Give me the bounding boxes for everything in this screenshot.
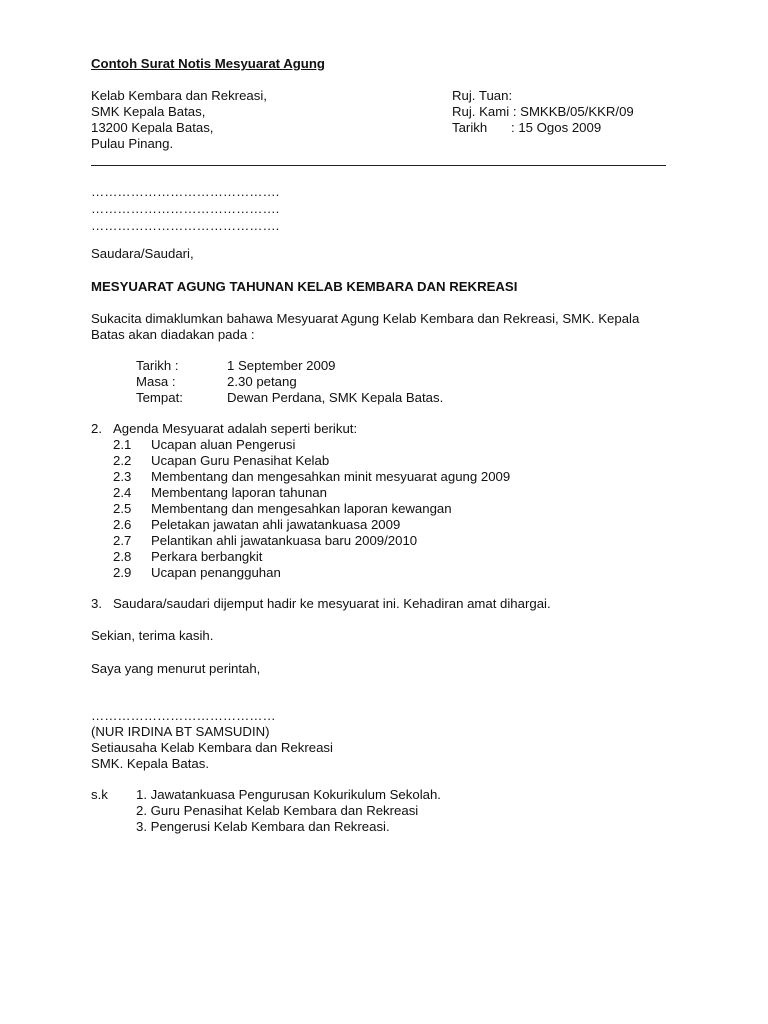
recipient-line: …………………………………….: [91, 201, 280, 216]
cc-item: 3. Pengerusi Kelab Kembara dan Rekreasi.: [136, 819, 390, 834]
detail-label: Tarikh :: [136, 358, 179, 373]
cc-label: s.k: [91, 787, 108, 802]
recipient-line: …………………………………….: [91, 184, 280, 199]
agenda-item-num: 2.9: [113, 565, 132, 580]
detail-value: Dewan Perdana, SMK Kepala Batas.: [227, 390, 444, 405]
ref-date-value: : 15 Ogos 2009: [511, 120, 602, 135]
agenda-item-num: 2.6: [113, 517, 132, 532]
intro-line: Sukacita dimaklumkan bahawa Mesyuarat Agung Kelab Kembara dan Rekreasi, SMK. Kepala: [91, 311, 640, 326]
signature-line: ……………………………………: [91, 708, 276, 723]
signatory-school: SMK. Kepala Batas.: [91, 756, 210, 771]
agenda-item-text: Ucapan penangguhan: [151, 565, 281, 580]
agenda-item-num: 2.1: [113, 437, 132, 452]
signoff-text: Saya yang menurut perintah,: [91, 661, 261, 676]
para3-number: 3.: [91, 596, 102, 611]
ref-tuan: Ruj. Tuan:: [452, 88, 513, 103]
agenda-heading: Agenda Mesyuarat adalah seperti berikut:: [113, 421, 358, 436]
agenda-item-text: Pelantikan ahli jawatankuasa baru 2009/2010: [151, 533, 418, 548]
ref-date-label: Tarikh: [452, 120, 488, 135]
agenda-item-text: Perkara berbangkit: [151, 549, 263, 564]
detail-label: Masa :: [136, 374, 176, 389]
sender-line: Pulau Pinang.: [91, 136, 174, 151]
ref-kami: Ruj. Kami : SMKKB/05/KKR/09: [452, 104, 634, 119]
agenda-item-num: 2.3: [113, 469, 132, 484]
agenda-item-num: 2.8: [113, 549, 132, 564]
cc-item: 2. Guru Penasihat Kelab Kembara dan Rekreasi: [136, 803, 419, 818]
agenda-item-text: Peletakan jawatan ahli jawatankuasa 2009: [151, 517, 401, 532]
sender-line: 13200 Kepala Batas,: [91, 120, 214, 135]
intro-line: Batas akan diadakan pada :: [91, 327, 255, 342]
signatory-name: (NUR IRDINA BT SAMSUDIN): [91, 724, 270, 739]
agenda-item-text: Membentang dan mengesahkan minit mesyuarat agung 2009: [151, 469, 511, 484]
agenda-item-num: 2.7: [113, 533, 132, 548]
agenda-number: 2.: [91, 421, 102, 436]
agenda-item-num: 2.5: [113, 501, 132, 516]
para3-text: Saudara/saudari dijemput hadir ke mesyuarat ini. Kehadiran amat dihargai.: [113, 596, 551, 611]
detail-label: Tempat:: [136, 390, 183, 405]
agenda-item-text: Membentang dan mengesahkan laporan kewangan: [151, 501, 452, 516]
signatory-position: Setiausaha Kelab Kembara dan Rekreasi: [91, 740, 333, 755]
detail-value: 1 September 2009: [227, 358, 336, 373]
agenda-item-text: Membentang laporan tahunan: [151, 485, 327, 500]
subject-heading: MESYUARAT AGUNG TAHUNAN KELAB KEMBARA DAN REKREASI: [91, 279, 518, 294]
agenda-item-text: Ucapan Guru Penasihat Kelab: [151, 453, 330, 468]
header-divider: [91, 165, 666, 166]
cc-item: 1. Jawatankuasa Pengurusan Kokurikulum Sekolah.: [136, 787, 441, 802]
document-title: Contoh Surat Notis Mesyuarat Agung: [91, 56, 325, 71]
agenda-item-text: Ucapan aluan Pengerusi: [151, 437, 296, 452]
recipient-line: …………………………………….: [91, 218, 280, 233]
closing-text: Sekian, terima kasih.: [91, 628, 214, 643]
salutation: Saudara/Saudari,: [91, 246, 194, 261]
agenda-item-num: 2.2: [113, 453, 132, 468]
sender-line: SMK Kepala Batas,: [91, 104, 206, 119]
sender-line: Kelab Kembara dan Rekreasi,: [91, 88, 267, 103]
agenda-item-num: 2.4: [113, 485, 132, 500]
detail-value: 2.30 petang: [227, 374, 297, 389]
